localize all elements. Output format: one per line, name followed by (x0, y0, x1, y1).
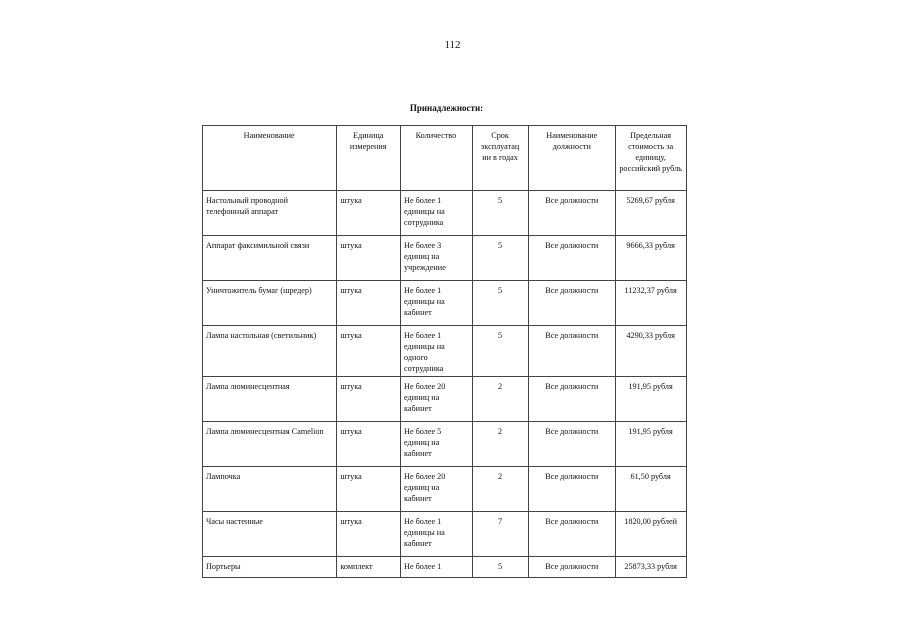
cell-unit: штука (337, 467, 401, 512)
cell-quantity: Не более 20 единиц на кабинет (401, 467, 473, 512)
cell-price: 1820,00 рублей (616, 512, 687, 557)
accessories-table (202, 125, 687, 578)
cell-quantity: Не более 1 (401, 557, 473, 578)
table-row (203, 422, 687, 467)
cell-price: 25873,33 рубля (616, 557, 687, 578)
table-row (203, 281, 687, 326)
cell-name: Настольный проводной телефонный аппарат (203, 191, 337, 236)
cell-term: 2 (472, 467, 529, 512)
cell-price: 11232,37 рубля (616, 281, 687, 326)
table-row (203, 377, 687, 422)
cell-unit: штука (337, 236, 401, 281)
cell-unit: штука (337, 422, 401, 467)
cell-unit: штука (337, 281, 401, 326)
table-row (203, 236, 687, 281)
header-price: Предельная стоимость за единицу, российский рубль (616, 126, 687, 191)
cell-name: Уничтожитель бумаг (шредер) (203, 281, 337, 326)
cell-position: Все должности (529, 422, 616, 467)
cell-name: Лампа настольная (светильник) (203, 326, 337, 377)
cell-quantity: Не более 20 единиц на кабинет (401, 377, 473, 422)
header-unit: Единица измерения (337, 126, 401, 191)
cell-name: Лампочка (203, 467, 337, 512)
section-title: Принадлежности: (409, 103, 484, 113)
table-row (203, 557, 687, 578)
header-term: Срок эксплуатац ии в годах (472, 126, 529, 191)
cell-term: 5 (472, 281, 529, 326)
cell-position: Все должности (529, 281, 616, 326)
cell-quantity: Не более 1 единицы на одного сотрудника (401, 326, 473, 377)
cell-unit: штука (337, 512, 401, 557)
header-position: Наименование должности (529, 126, 616, 191)
cell-position: Все должности (529, 467, 616, 512)
cell-term: 7 (472, 512, 529, 557)
page-number: 112 (444, 39, 461, 51)
cell-term: 2 (472, 377, 529, 422)
cell-price: 5269,67 рубля (616, 191, 687, 236)
cell-price: 4290,33 рубля (616, 326, 687, 377)
cell-quantity: Не более 3 единиц на учреждение (401, 236, 473, 281)
table-row (203, 467, 687, 512)
header-name: Наименование (203, 126, 337, 191)
cell-quantity: Не более 1 единицы на сотрудника (401, 191, 473, 236)
table-header (203, 126, 687, 191)
cell-term: 5 (472, 326, 529, 377)
cell-price: 191,95 рубля (616, 422, 687, 467)
cell-position: Все должности (529, 326, 616, 377)
table-row (203, 512, 687, 557)
cell-term: 5 (472, 557, 529, 578)
cell-position: Все должности (529, 377, 616, 422)
cell-quantity: Не более 1 единицы на кабинет (401, 512, 473, 557)
cell-position: Все должности (529, 236, 616, 281)
cell-quantity: Не более 1 единицы на кабинет (401, 281, 473, 326)
table-row (203, 326, 687, 377)
cell-quantity: Не более 5 единиц на кабинет (401, 422, 473, 467)
header-row (203, 126, 687, 191)
cell-price: 61,50 рубля (616, 467, 687, 512)
cell-unit: штука (337, 326, 401, 377)
cell-unit: штука (337, 191, 401, 236)
cell-term: 5 (472, 191, 529, 236)
cell-position: Все должности (529, 191, 616, 236)
cell-position: Все должности (529, 512, 616, 557)
cell-price: 191,95 рубля (616, 377, 687, 422)
cell-name: Портьеры (203, 557, 337, 578)
cell-term: 2 (472, 422, 529, 467)
cell-unit: комплект (337, 557, 401, 578)
table-body (203, 191, 687, 578)
table-row (203, 191, 687, 236)
cell-name: Часы настенные (203, 512, 337, 557)
cell-position: Все должности (529, 557, 616, 578)
cell-unit: штука (337, 377, 401, 422)
cell-name: Лампа люминесцентная (203, 377, 337, 422)
cell-price: 9666,33 рубля (616, 236, 687, 281)
header-quantity: Количество (401, 126, 473, 191)
cell-name: Лампа люминесцентная Camelion (203, 422, 337, 467)
cell-name: Аппарат факсимильной связи (203, 236, 337, 281)
cell-term: 5 (472, 236, 529, 281)
